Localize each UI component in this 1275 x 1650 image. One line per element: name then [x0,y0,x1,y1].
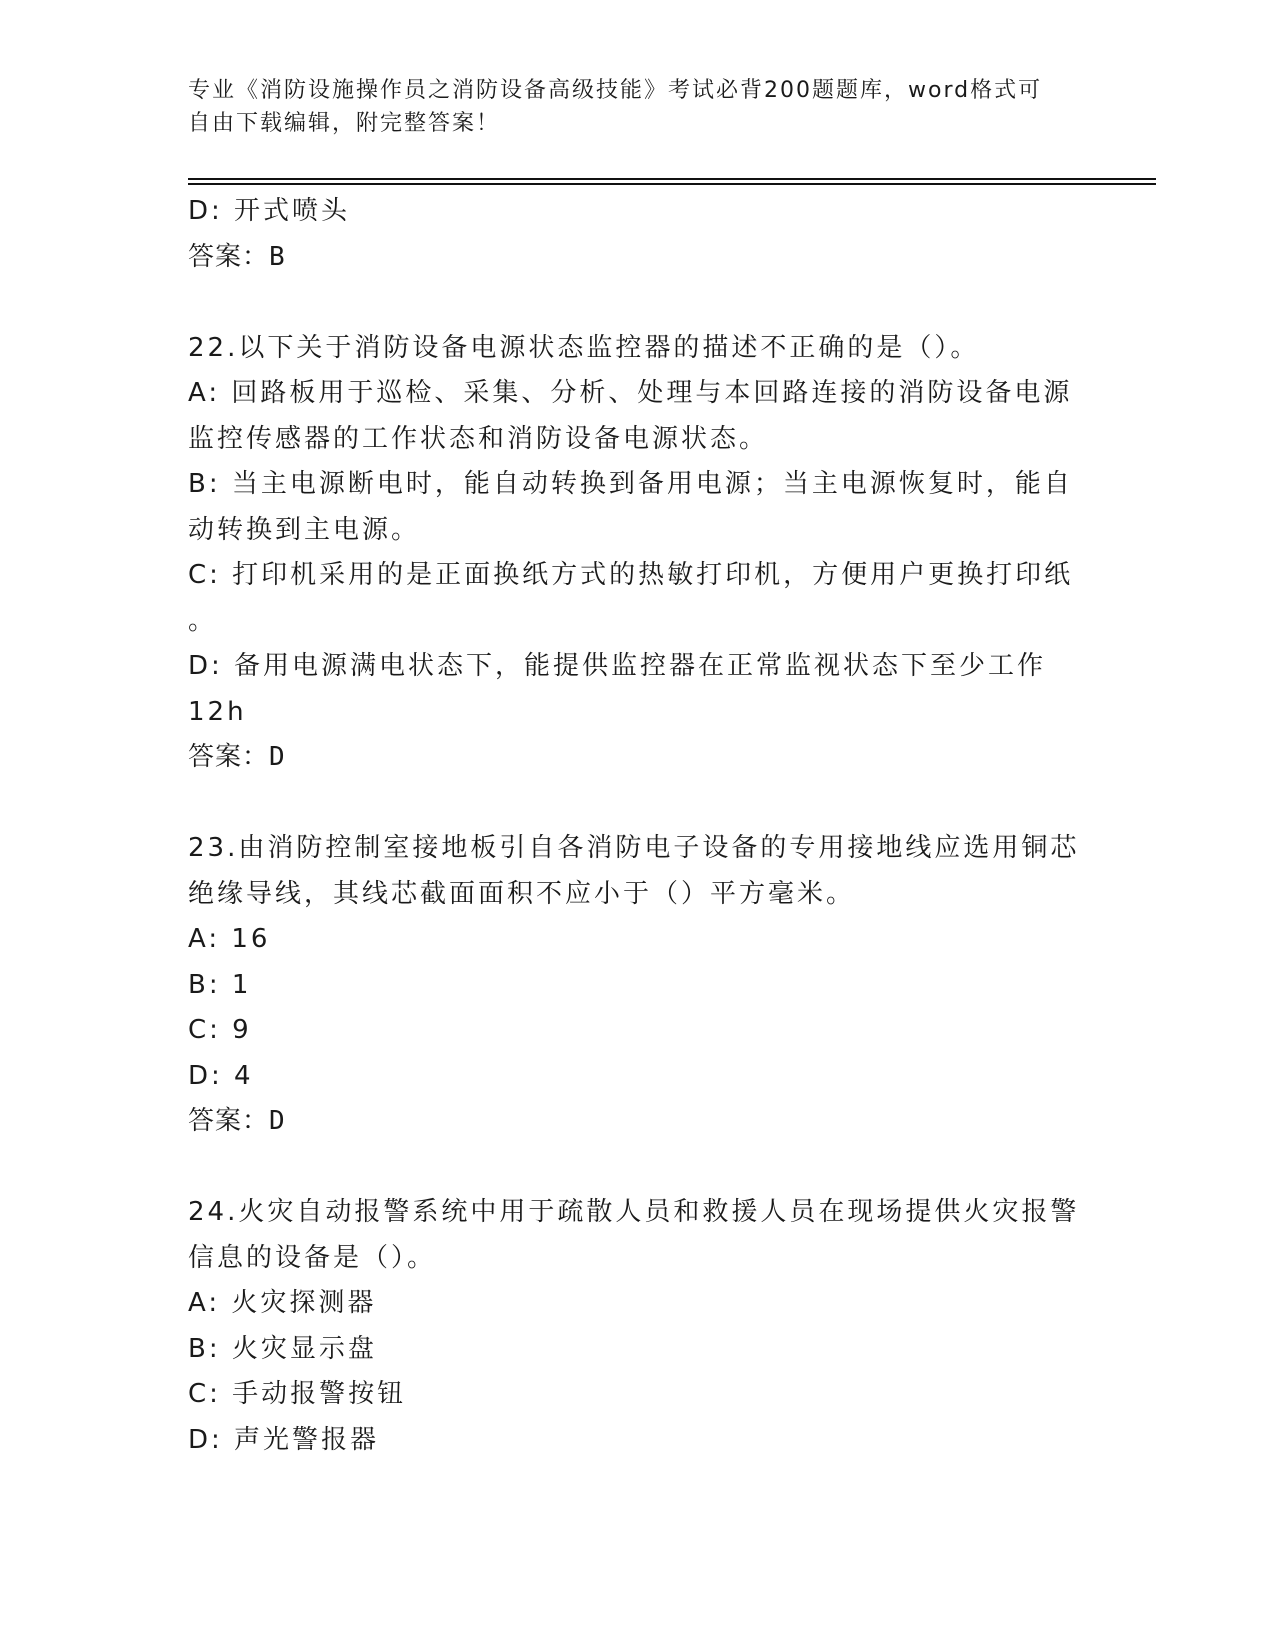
header-divider-bottom [188,183,1156,185]
option-c: C: 手动报警按钮 [188,1379,407,1409]
question-stem: 22.以下关于消防设备电源状态监控器的描述不正确的是（）。 [188,332,980,363]
question-stem-continued: 信息的设备是（）。 [188,1242,437,1273]
option-a: A: 回路板用于巡检、采集、分析、处理与本回路连接的消防设备电源 [188,378,1073,408]
option-c: C: 9 [188,1015,252,1045]
question-stem-continued: 绝缘导线，其线芯截面面积不应小于（）平方毫米。 [188,878,856,909]
answer: 答案：D [188,1106,286,1136]
header-line-1: 专业《消防设施操作员之消防设备高级技能》考试必背200题题库，word格式可 [188,78,1043,103]
option-c: C: 打印机采用的是正面换纸方式的热敏打印机，方便用户更换打印纸 [188,560,1074,590]
answer: 答案：D [188,742,286,772]
option-d-continued: 12h [188,696,247,727]
question-stem: 24.火灾自动报警系统中用于疏散人员和救援人员在现场提供火灾报警 [188,1197,1080,1227]
question-stem: 23.由消防控制室接地板引自各消防电子设备的专用接地线应选用铜芯 [188,833,1080,863]
question-list [188,189,1088,1463]
option-d: D: 开式喷头 [188,196,351,226]
document-header [188,74,1088,140]
option-c-continued: 。 [188,605,218,636]
option-d: D: 4 [188,1060,254,1091]
option-b-continued: 动转换到主电源。 [188,514,421,545]
option-d: D: 声光警报器 [188,1424,380,1455]
question-21-tail [188,189,1088,280]
option-b: B: 火灾显示盘 [188,1333,377,1364]
option-a: A: 火灾探测器 [188,1288,377,1318]
question-22 [188,326,1088,781]
header-divider-top [188,178,1156,180]
option-b: B: 当主电源断电时，能自动转换到备用电源；当主电源恢复时，能自 [188,469,1073,499]
option-d: D: 备用电源满电状态下，能提供监控器在正常监视状态下至少工作 [188,651,1047,681]
answer: 答案：B [188,241,286,272]
question-24 [188,1190,1088,1463]
question-23 [188,826,1088,1145]
option-a-continued: 监控传感器的工作状态和消防设备电源状态。 [188,423,769,454]
option-a: A: 16 [188,924,271,954]
header-line-2: 自由下载编辑，附完整答案！ [188,111,501,136]
option-b: B: 1 [188,969,252,1000]
